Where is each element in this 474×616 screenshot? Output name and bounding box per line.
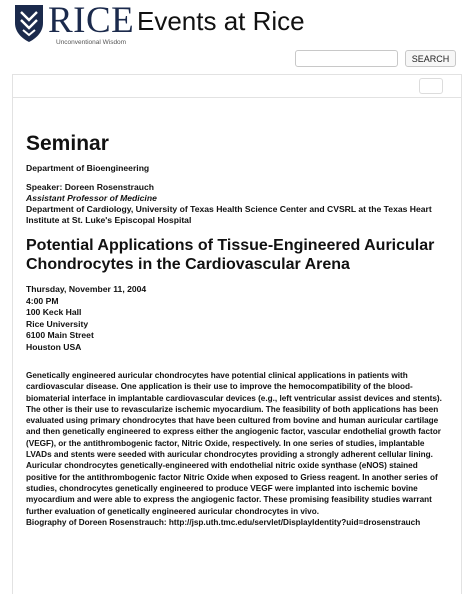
rice-logo-tagline: Unconventional Wisdom [56, 39, 127, 46]
event-speaker-role: Assistant Professor of Medicine [26, 193, 157, 203]
navigation-bar [12, 74, 462, 98]
biography-link[interactable]: http://jsp.uth.tmc.edu/servlet/DisplayIdentity?uid=drosenstrauch [168, 517, 421, 527]
search-button[interactable]: SEARCH [405, 50, 456, 67]
event-street: 6100 Main Street [26, 330, 94, 340]
event-time: 4:00 PM [26, 295, 59, 306]
speaker-biography [26, 517, 449, 528]
event-city: Houston USA [26, 341, 82, 352]
event-institution: Rice University [26, 318, 89, 329]
site-header [0, 0, 474, 50]
search-input[interactable] [295, 50, 398, 67]
event-speaker-affiliation: Department of Cardiology, University of Texas Health Science Center and CVSRL at the Texas Heart Institute at St. Luke's Episcopal Hospital [26, 204, 432, 225]
event-category: Seminar [26, 132, 109, 155]
site-title[interactable]: Events at Rice [137, 6, 305, 36]
event-department: Department of Bioengineering [26, 163, 150, 173]
menu-button[interactable] [419, 78, 443, 94]
event-content [12, 98, 462, 594]
event-speaker: Speaker: Doreen Rosenstrauch [26, 182, 154, 192]
event-venue: 100 Keck Hall [26, 307, 82, 317]
biography-label: Biography of Doreen Rosenstrauch: [26, 517, 167, 527]
event-date: Thursday, November 11, 2004 [26, 284, 147, 294]
event-details [26, 284, 449, 353]
rice-logo-wordmark[interactable]: RICE [48, 0, 135, 41]
event-abstract: Genetically engineered auricular chondrocytes have potential clinical applications in patients with cardiovascular disease. One application is their use to improve the hemocompatibility of the blood-biomaterial interface in implantable cardiovascular devices (e.g., left ventricular assist devices and stents). The other is their use to revascularize ischemic myocardium. The feasibility of both applications has been evaluated using primary chondrocytes that have been cultured from bovine and human auricular cartilage and then genetically engineered to express either the angiogenic factor, vascular endothelial growth factor (VEGF), or the antithrombogenic factor, Nitric Oxide, respectively. In one series of studies, implantable LVADs and stents were seeded with auricular chondrocytes providing a strongly adherent cellular lining. Auricular chondrocytes genetically-engineered with endothelial nitric oxide synthase (eNOS) stained positive for the antithrombogenic factor Nitric Oxide when exposed to Griess reagent. In another series of studies, chondrocytes genetically engineered to produce VEGF were implanted into ischemic bovine myocardium and were able to express the angiogenic factor. These promising feasibility studies warrant further evaluation of genetically engineered auricular chondrocytes in vivo. [26, 371, 442, 516]
rice-shield-icon[interactable] [13, 3, 45, 43]
event-title: Potential Applications of Tissue-Engineered Auricular Chondrocytes in the Cardiovascular Arena [26, 237, 435, 273]
search-bar [0, 50, 474, 74]
